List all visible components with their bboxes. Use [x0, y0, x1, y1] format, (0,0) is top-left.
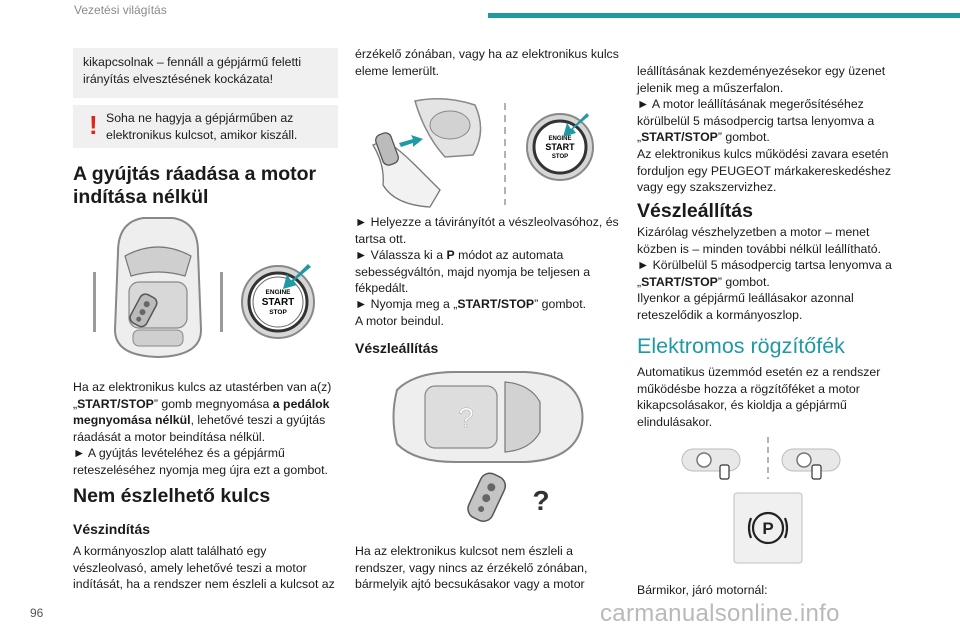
col2-top-text: érzékelő zónában, vagy ha az elektronikus kulcs eleme lemerült.	[355, 47, 619, 78]
engine-start-stop-button	[242, 266, 314, 338]
col3-anytime-text: Bármikor, járó motornál:	[637, 583, 768, 597]
warning-icon: !	[89, 110, 98, 140]
button-label-start: START	[261, 297, 295, 308]
warning-box	[73, 105, 338, 148]
button2-label-engine: ENGINE	[548, 136, 572, 142]
figure-car-unknown-key	[355, 362, 620, 532]
col3-stop-p2-a: ► Körülbelül 5 másodpercig tartsa lenyomva a „	[637, 258, 892, 289]
figure-parking-brake-auto	[680, 433, 850, 483]
page-number: 96	[30, 606, 44, 620]
col3-stop-p3: Ilyenkor a gépjármű leállásakor azonnal reteszelődik a kormányoszlop.	[637, 291, 854, 322]
col3-stop-p2	[637, 257, 912, 290]
key-fob-unknown	[465, 470, 509, 524]
unknown-key-question-mark: ?	[532, 485, 550, 516]
brake-released-illustration	[782, 449, 840, 479]
col2-step3-c: ” gombot.	[534, 297, 587, 311]
col3-step1-b: START/STOP	[641, 130, 718, 145]
col2-heading-emergency-stop: Vészleállítás	[355, 340, 439, 356]
warning-text: Soha ne hagyja a gépjárműben az elektronikus kulcsot, amikor kiszáll.	[106, 111, 298, 142]
col2-bottom-text: Ha az elektronikus kulcsot nem észleli a rendszer, vagy nincs az érzékelő zónában, bármelyik ajtó becsukásakor vagy a motor	[355, 544, 588, 592]
header-accent-bar	[488, 13, 960, 18]
col2-step3-a: ► Nyomja meg a „	[355, 297, 458, 311]
col3-top-text: leállításának kezdeményezésekor egy üzenet jelenik meg a műszerfalon.	[637, 64, 886, 95]
col2-step2-c: módot az automata sebességváltón, majd nyomja be teljesen a fékpedált.	[355, 248, 591, 296]
note-box-text: kikapcsolnak – fennáll a gépjármű feletti irányítás elvesztésének kockázata!	[83, 55, 302, 86]
col2-step-1: ► Helyezze a távirányítót a vészleolvasóhoz, és tartsa ott.	[355, 215, 619, 246]
ignition-p1-e: , lehetővé teszi a gyújtás ráadását a motor beindítása nélkül.	[73, 413, 326, 444]
watermark-text: carmanualsonline.info	[600, 600, 840, 627]
col2-step2-a: ► Válassza ki a	[355, 248, 447, 262]
col2-step2-b: P	[446, 248, 455, 262]
col2-step3-b: START/STOP	[457, 297, 535, 311]
heading-electric-parking-brake: Elektromos rögzítőfék	[637, 334, 845, 358]
col3-step1-a: ► A motor leállításának megerősítéséhez körülbelül 5 másodpercig tartsa lenyomva a „	[637, 97, 875, 145]
col3-heading-emergency-stop: Vészleállítás	[637, 200, 753, 222]
col2-step-2	[355, 247, 620, 297]
note-box	[73, 48, 338, 98]
col3-stop-p2-b: START/STOP	[641, 274, 718, 289]
figure-key-at-emergency-reader	[355, 95, 620, 210]
ignition-paragraph-1	[73, 379, 338, 445]
parking-brake-switch-icon	[733, 492, 803, 564]
emergency-start-text: A kormányoszlop alatt található egy vészleolvasó, amely lehetővé teszi a motor indítását, ha a rendszer nem észleli a kulcsot az	[73, 544, 335, 592]
heading-emergency-start: Vészindítás	[73, 521, 151, 537]
col2-step-4: A motor beindul.	[355, 314, 444, 328]
col3-step1-c: ” gombot.	[717, 130, 770, 145]
unknown-key-question-in-car: ?	[458, 402, 474, 433]
col3-step-1	[637, 96, 912, 146]
heading-key-not-detected: Nem észlelhető kulcs	[73, 485, 271, 507]
engine-start-stop-button-2	[527, 114, 593, 180]
button-label-stop: STOP	[269, 309, 287, 316]
parking-symbol-p: P	[762, 519, 774, 538]
ignition-p1-c: ” gomb megnyomása	[153, 396, 273, 411]
col3-fault-text: Az elektronikus kulcs működési zavara esetén forduljon egy PEUGEOT márkakereskedéshez vagy egy szakszervizhez.	[637, 147, 892, 195]
ignition-p1-a: Ha az elektronikus kulcs az utastérben van a(z) „	[73, 380, 332, 411]
ignition-p1-d: a pedálok megnyomása nélkül	[73, 396, 330, 428]
brake-engaged-illustration	[682, 449, 740, 479]
heading-ignition-without-start: A gyújtás ráadása a motor indítása nélkül	[73, 163, 317, 208]
car-top-view	[93, 218, 223, 357]
epb-text: Automatikus üzemmód esetén ez a rendszer működésbe hozza a rögzítőféket a motor kikapcsolásakor, és kioldja a gépjármű elindulásakor.	[637, 365, 881, 429]
ignition-paragraph-2: ► A gyújtás levételéhez és a gépjármű reteszeléséhez nyomja meg újra ezt a gombot.	[73, 446, 328, 477]
car-top-view-2	[394, 372, 583, 462]
running-header: Vezetési világítás	[74, 3, 167, 17]
reader-arrow-icon	[399, 135, 423, 147]
steering-column-illustration	[415, 99, 481, 157]
col3-stop-p2-c: ” gombot.	[717, 274, 770, 289]
col3-stop-p1: Kizárólag vészhelyzetben a motor – menet közben is – minden további nélkül leállítható.	[637, 225, 882, 256]
button2-label-stop: STOP	[551, 154, 569, 160]
button-label-engine: ENGINE	[265, 289, 291, 296]
ignition-p1-b: START/STOP	[77, 396, 154, 411]
button2-label-start: START	[545, 142, 575, 152]
figure-car-key-start-button	[73, 212, 338, 362]
col2-step-3	[355, 296, 620, 313]
